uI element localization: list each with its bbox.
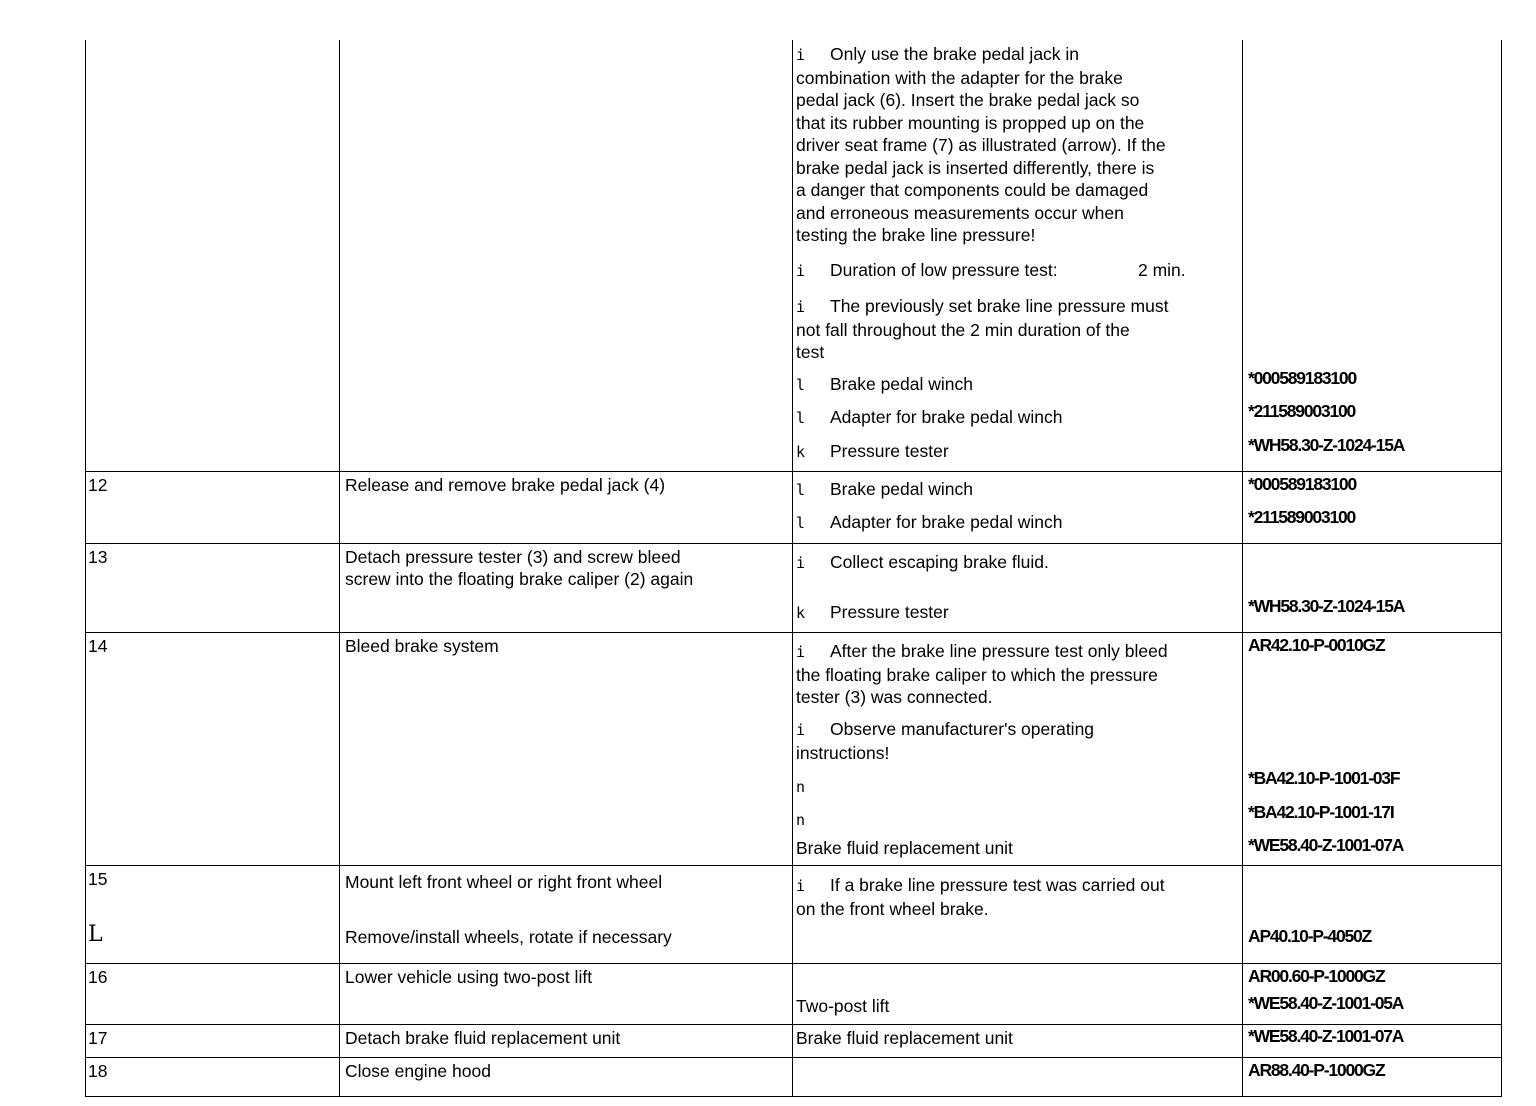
- step-action: Release and remove brake pedal jack (4): [345, 475, 666, 495]
- tool-symbol: l: [796, 409, 806, 427]
- tool-code-link[interactable]: *000589183100: [1248, 474, 1357, 494]
- tool-item: l Adapter for brake pedal winch: [796, 407, 1063, 427]
- info-icon: i: [796, 721, 806, 739]
- row-divider: [85, 471, 1502, 472]
- tool-item: k Pressure tester: [796, 441, 949, 461]
- step-number: 15: [88, 869, 108, 889]
- tool-code-link[interactable]: *WH58.30-Z-1024-15A: [1248, 435, 1405, 455]
- tool-item: k Pressure tester: [796, 602, 949, 622]
- step-action: screw into the floating brake caliper (2) again: [345, 569, 694, 589]
- row-divider: [85, 543, 1502, 544]
- test-duration-value: 2 min.: [1138, 260, 1186, 280]
- row-divider: [85, 1057, 1502, 1058]
- reference-code-link[interactable]: AP40.10-P-4050Z: [1248, 926, 1372, 946]
- info-icon: i: [796, 643, 806, 661]
- info-icon: i: [796, 262, 806, 280]
- document-code-link[interactable]: *BA42.10-P-1001-03F: [1248, 768, 1400, 788]
- column-divider-2: [792, 40, 793, 1097]
- tool-code-link[interactable]: *211589003100: [1248, 401, 1356, 421]
- step-action: Detach brake fluid replacement unit: [345, 1028, 621, 1048]
- document-symbol: [796, 775, 830, 798]
- step-number: 16: [88, 967, 108, 987]
- step-number: 18: [88, 1061, 108, 1081]
- tool-item: Two-post lift: [796, 996, 890, 1016]
- row-divider: [85, 865, 1502, 866]
- note-front-wheel: i If a brake line pressure test was carried out on the front wheel brake.: [796, 875, 1165, 919]
- tool-code-link[interactable]: *WH58.30-Z-1024-15A: [1248, 596, 1405, 616]
- step-number: 14: [88, 636, 108, 656]
- tool-symbol: l: [796, 514, 806, 532]
- reference-code-link[interactable]: AR00.60-P-1000GZ: [1248, 966, 1385, 986]
- tool-item: l Brake pedal winch: [796, 479, 973, 499]
- tool-code-link[interactable]: *WE58.40-Z-1001-07A: [1248, 835, 1404, 855]
- note-manufacturer-instructions: i Observe manufacturer's operating instructions!: [796, 719, 1095, 763]
- row-divider: [85, 632, 1502, 633]
- step-action: Lower vehicle using two-post lift: [345, 967, 593, 987]
- step-action: Close engine hood: [345, 1061, 491, 1081]
- document-code-link[interactable]: *BA42.10-P-1001-17I: [1248, 802, 1394, 822]
- table-border-right: [1501, 40, 1502, 1097]
- step-action: Bleed brake system: [345, 636, 499, 656]
- info-icon: i: [796, 554, 806, 572]
- tool-item: Brake fluid replacement unit: [796, 838, 1013, 858]
- tool-item: l Adapter for brake pedal winch: [796, 512, 1063, 532]
- note-bleed-caliper: i After the brake line pressure test only bleed the floating brake caliper to which the pressure tester (3) was connected.: [796, 641, 1168, 707]
- reference-code-link[interactable]: AR88.40-P-1000GZ: [1248, 1060, 1385, 1080]
- tool-item: l Brake pedal winch: [796, 374, 973, 394]
- tool-code-link[interactable]: *WE58.40-Z-1001-07A: [1248, 1026, 1404, 1046]
- table-border-bottom: [85, 1096, 1502, 1097]
- link-symbol-icon: L: [88, 922, 103, 947]
- note-test-duration: i Duration of low pressure test:: [796, 260, 1058, 280]
- tool-code-link[interactable]: *WE58.40-Z-1001-05A: [1248, 993, 1404, 1013]
- tool-code-link[interactable]: *211589003100: [1248, 507, 1356, 527]
- note-pressure-hold: i The previously set brake line pressure must not fall throughout the 2 min duration of the test: [796, 296, 1169, 362]
- tool-code-link[interactable]: *000589183100: [1248, 368, 1357, 388]
- tool-symbol: l: [796, 481, 806, 499]
- tool-item: Brake fluid replacement unit: [796, 1028, 1013, 1048]
- document-icon: n: [796, 778, 806, 796]
- step-action: Mount left front wheel or right front wheel: [345, 872, 663, 892]
- info-icon: i: [796, 298, 806, 316]
- info-icon: i: [796, 877, 806, 895]
- step-action: Detach pressure tester (3) and screw bleed: [345, 547, 681, 567]
- reference-code-link[interactable]: AR42.10-P-0010GZ: [1248, 635, 1385, 655]
- column-divider-3: [1242, 40, 1243, 1097]
- document-symbol: [796, 808, 830, 831]
- sub-step-action: Remove/install wheels, rotate if necessary: [345, 927, 672, 947]
- row-divider: [85, 963, 1502, 964]
- step-number: 17: [88, 1028, 108, 1048]
- step-number: 13: [88, 547, 108, 567]
- column-divider-1: [339, 40, 340, 1097]
- table-border-left: [85, 40, 86, 1097]
- note-item: i Collect escaping brake fluid.: [796, 552, 1049, 572]
- step-number: 12: [88, 475, 108, 495]
- tool-symbol: k: [796, 604, 806, 622]
- note-brake-pedal-jack: i Only use the brake pedal jack in combination with the adapter for the brake pedal jack (6). Insert the brake pedal jack so that its rubber mounting is propped up on the driver seat frame (7) as illustrated (arrow). If the brake pedal jack is inserted differently, there is a danger that components could be damaged and erroneous measurements occur when testing the brake line pressure!: [796, 44, 1166, 245]
- info-icon: i: [796, 46, 806, 64]
- document-icon: n: [796, 811, 806, 829]
- tool-symbol: k: [796, 443, 806, 461]
- row-divider: [85, 1024, 1502, 1025]
- tool-symbol: l: [796, 376, 806, 394]
